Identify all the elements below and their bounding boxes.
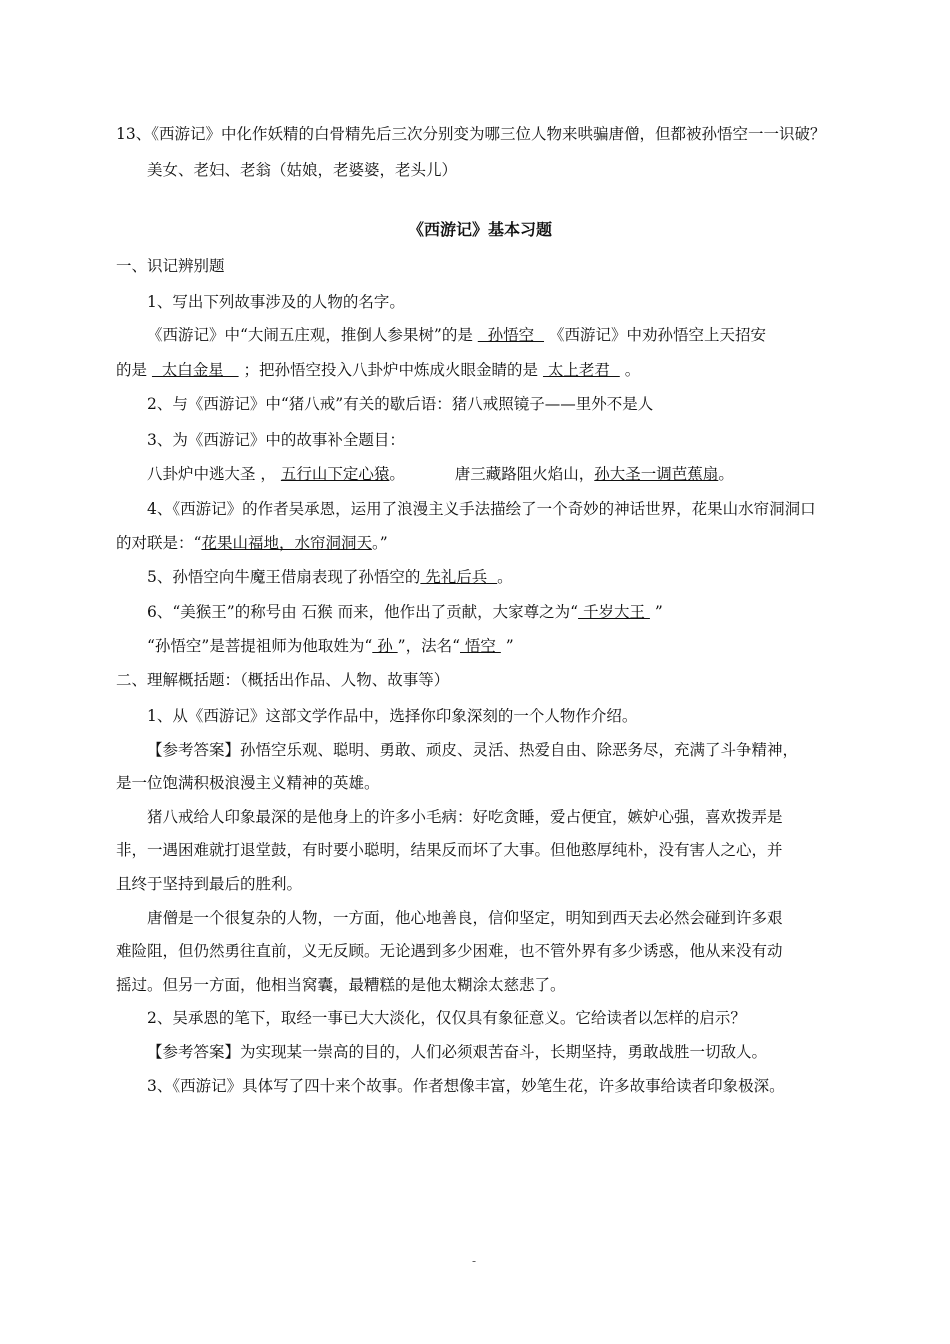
item1-text: 1、写出下列故事涉及的人物的名字。 <box>147 293 405 311</box>
pig-para-line2: 非，一遇困难就打退堂鼓，有时要小聪明，结果反而坏了大事。但他憨厚纯朴，没有害人之心，并 <box>116 841 783 859</box>
item2-text: 2、与《西游记》中“猪八戒”有关的歇后语：猪八戒照镜子——里外不是人 <box>147 395 654 413</box>
item1-line2-prefix: 的是 <box>116 361 148 379</box>
item7-answer-2: 悟空 <box>460 637 501 655</box>
item6-prefix: 6、“美猴王”的称号由 <box>147 603 297 621</box>
tang-para-line1: 唐僧是一个很复杂的人物，一方面，他心地善良，信仰坚定，明知到西天去必然会碰到许多艰 <box>147 909 783 927</box>
item4-line1: 4、《西游记》的作者吴承恩，运用了浪漫主义手法描绘了一个奇妙的神话世界，花果山水帘洞洞口 <box>147 500 816 518</box>
item5-text <box>147 567 513 587</box>
answer-blank-2: 太白金星 <box>151 361 239 379</box>
item5-suffix: 。 <box>497 568 513 586</box>
tang-para-line3: 摇过。但另一方面，他相当窝囊，最糟糕的是他太糊涂太慈悲了。 <box>116 976 566 994</box>
q13-question: 13、《西游记》中化作妖精的白骨精先后三次分别变为哪三位人物来哄骗唐僧，但都被孙悟空一一识破？ <box>116 125 826 143</box>
s2-q2: 2、吴承恩的笔下，取经一事已大大淡化，仅仅具有象征意义。它给读者以怎样的启示？ <box>147 1009 746 1027</box>
item4-line2 <box>116 533 388 553</box>
item4-suffix: 。” <box>371 534 388 552</box>
item6-answer-1: 石猴 <box>301 603 333 621</box>
s2-q3: 3、《西游记》具体写了四十来个故事。作者想像丰富，妙笔生花，许多故事给读者印象极深。 <box>147 1077 785 1095</box>
s2-a1-line1: 【参考答案】孙悟空乐观、聪明、勇敢、顽皮、灵活、热爱自由、除恶务尽，充满了斗争精神， <box>147 741 799 759</box>
item3-a1: 八卦炉中逃大圣 ， <box>147 465 276 483</box>
pig-para-line3: 且终于坚持到最后的胜利。 <box>116 875 303 893</box>
item7-answer-1: 孙 <box>372 637 398 655</box>
section2-heading: 二、理解概括题：（概括出作品、人物、故事等） <box>116 671 450 689</box>
item7-prefix: “孙悟空”是菩提祖师为他取姓为“ <box>147 637 373 655</box>
item3-a3: 。 <box>389 465 405 483</box>
item1-line1 <box>147 325 766 345</box>
item3-b1: 唐三藏路阻火焰山， <box>454 465 595 483</box>
section1-heading: 一、识记辨别题 <box>116 257 225 275</box>
item7-text <box>147 636 514 656</box>
item7-suffix: ” <box>505 637 514 655</box>
tang-para-line2: 难险阻，但仍然勇往直前，义无反顾。无论遇到多少困难，也不管外界有多少诱惑，他从来没有动 <box>116 942 783 960</box>
s2-a1-line2: 是一位饱满积极浪漫主义精神的英雄。 <box>116 774 380 792</box>
s2-q1: 1、从《西游记》这部文学作品中，选择你印象深刻的一个人物作介绍。 <box>147 707 638 725</box>
item3-text: 3、为《西游记》中的故事补全题目： <box>147 431 405 449</box>
item1-line1-suffix: 《西游记》中劝孙悟空上天招安 <box>548 326 766 344</box>
item1-line2 <box>116 360 640 380</box>
item3-answer-2: 孙大圣一调芭蕉扇 <box>594 465 719 483</box>
page-title: 《西游记》基本习题 <box>408 220 553 239</box>
item7-middle: ”，法名“ <box>397 637 460 655</box>
item1-line2-middle: ；把孙悟空投入八卦炉中炼成火眼金睛的是 <box>243 361 539 379</box>
item3-answers <box>147 464 734 484</box>
item3-b3: 。 <box>718 465 734 483</box>
page-footer-mark: - <box>472 1254 477 1268</box>
s2-a2: 【参考答案】为实现某一崇高的目的，人们必须艰苦奋斗，长期坚持，勇敢战胜一切敌人。 <box>147 1043 768 1061</box>
answer-blank-3: 太上老君 <box>542 361 620 379</box>
q13-answer: 美女、老妇、老翁（姑娘，老婆婆，老头儿） <box>147 161 458 179</box>
pig-para-line1: 猪八戒给人印象最深的是他身上的许多小毛病：好吃贪睡，爱占便宜，嫉妒心强，喜欢拨弄是 <box>147 808 783 826</box>
item6-answer-2: 千岁大王 <box>578 603 650 621</box>
item6-suffix: ” <box>654 603 663 621</box>
item6-middle: 而来，他作出了贡献，大家尊之为“ <box>337 603 579 621</box>
item3-answer-1: 五行山下定心猿 <box>280 465 390 483</box>
answer-blank-1: 孙悟空 <box>477 326 545 344</box>
item4-answer: 花果山福地，水帘洞洞天 <box>201 534 372 552</box>
item1-line2-end: 。 <box>624 361 641 379</box>
item5-prefix: 5、孙悟空向牛魔王借扇表现了孙悟空的 <box>147 568 421 586</box>
item5-answer: 先礼后兵 <box>420 568 498 586</box>
item6-text <box>147 602 663 622</box>
item4-prefix: 的对联是：“ <box>116 534 202 552</box>
item1-line1-prefix: 《西游记》中“大闹五庄观，推倒人参果树”的是 <box>147 326 473 344</box>
